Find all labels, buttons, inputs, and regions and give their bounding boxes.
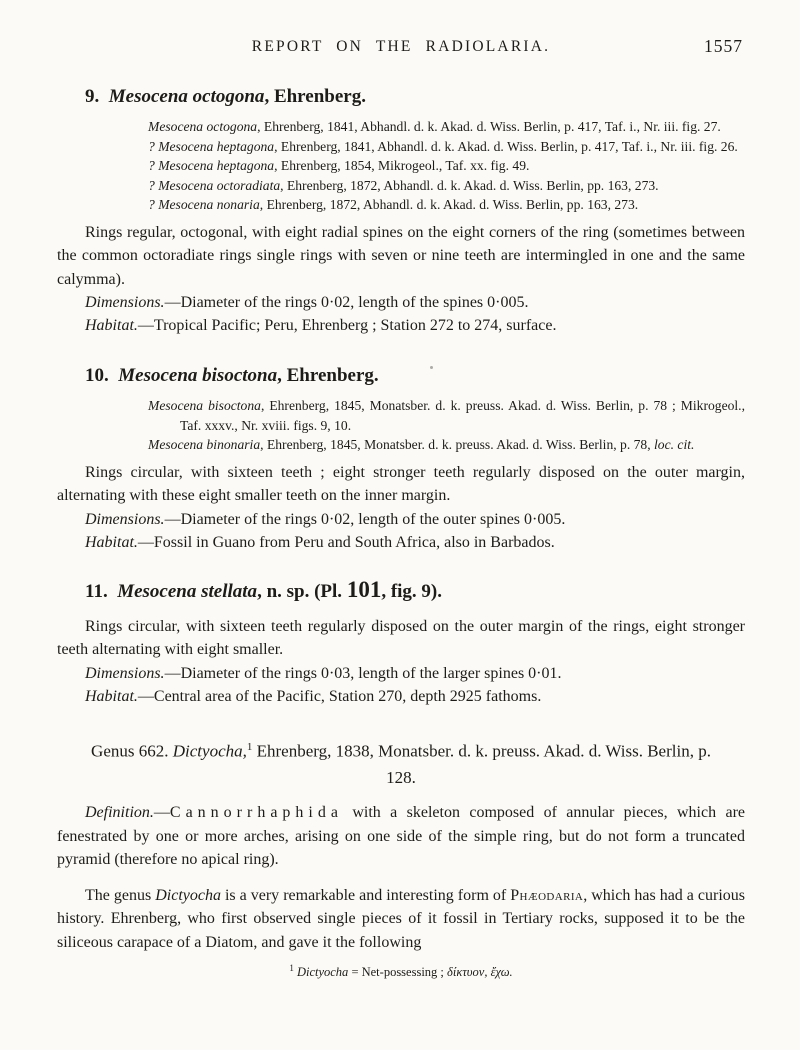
species-number: 11. <box>85 580 108 602</box>
definition-keyword: Cannorrhaphida <box>169 804 343 822</box>
query-mark: ? <box>148 158 159 173</box>
species-name: Mesocena octogona <box>108 86 265 107</box>
genus-section <box>57 734 745 981</box>
footnote <box>57 960 745 980</box>
habitat-label: Habitat. <box>85 317 138 334</box>
page-number: 1557 <box>704 36 743 56</box>
habitat-line <box>57 685 745 708</box>
dimensions-label: Dimensions. <box>85 294 165 311</box>
species-heading <box>85 364 745 388</box>
genus-heading <box>91 734 711 792</box>
habitat-line <box>57 314 745 337</box>
footnote-ref: 1 <box>289 963 294 974</box>
query-mark: ? <box>148 197 159 212</box>
synonym-name: Mesocena octoradiata <box>158 177 281 193</box>
figure-ref: , fig. 9). <box>381 580 442 602</box>
dimensions-line <box>57 291 745 314</box>
habitat-text: —Central area of the Pacific, Station 270, depth 2925 fathoms. <box>137 687 542 705</box>
habitat-text: —Tropical Pacific; Peru, Ehrenberg ; Station 272 to 274, surface. <box>137 317 557 334</box>
synonym-citation: , Ehrenberg, 1872, Abhandl. d. k. Akad. d. Wiss. Berlin, pp. 163, 273. <box>280 177 659 193</box>
species-name: Mesocena bisoctona <box>118 365 278 386</box>
footnote-greek: δίκτυον, ἔχω. <box>447 965 513 980</box>
synonymy-entry <box>57 396 745 435</box>
synonym-citation: , Ehrenberg, 1845, Monatsber. d. k. preuss. Akad. d. Wiss. Berlin, p. 78 ; Mikrogeol., Taf. xxxv., Nr. xviii. figs. 9, 10. <box>180 398 745 433</box>
paragraph-text: The genus <box>85 886 156 904</box>
synonym-name: Mesocena nonaria <box>158 197 260 212</box>
page-title: REPORT ON THE RADIOLARIA. <box>251 38 551 55</box>
dimensions-label: Dimensions. <box>85 664 165 682</box>
dimensions-line <box>57 662 745 685</box>
taxon-smallcaps: Phæodaria <box>510 886 584 904</box>
genus-number: Genus 662. <box>91 741 173 761</box>
habitat-text: —Fossil in Guano from Peru and South Africa, also in Barbados. <box>137 533 555 551</box>
synonym-name: Mesocena heptagona <box>158 138 275 154</box>
species-author: , Ehrenberg. <box>264 86 366 107</box>
species-name: Mesocena stellata <box>117 580 258 602</box>
synonym-citation: , Ehrenberg, 1841, Abhandl. d. k. Akad. d. Wiss. Berlin, p. 417, Taf. i., Nr. iii. fig. 26. <box>274 138 738 154</box>
dimensions-text: —Diameter of the rings 0·02, length of the outer spines 0·005. <box>164 510 566 528</box>
synonym-tail: loc. cit. <box>654 437 695 452</box>
synonym-name: Mesocena binonaria <box>148 437 261 452</box>
synonymy-entry <box>57 156 745 176</box>
synonymy-entry <box>57 137 745 157</box>
synonym-citation: , Ehrenberg, 1872, Abhandl. d. k. Akad. d. Wiss. Berlin, pp. 163, 273. <box>259 197 639 212</box>
footnote-ref: 1 <box>246 740 253 753</box>
synonymy-entry <box>57 176 745 196</box>
footnote-text: = Net-possessing ; <box>348 965 448 980</box>
definition-paragraph <box>57 801 745 872</box>
dimensions-label: Dimensions. <box>85 510 165 528</box>
genus-citation: Ehrenberg, 1838, Monatsber. d. k. preuss. Akad. d. Wiss. Berlin, p. 128. <box>252 741 711 788</box>
species-author: , n. sp. (Pl. <box>257 580 347 602</box>
synonymy-list <box>57 396 745 455</box>
habitat-label: Habitat. <box>85 687 138 705</box>
dimensions-line <box>57 508 745 531</box>
query-mark: ? <box>148 138 159 154</box>
species-description: Rings circular, with sixteen teeth ; eight stronger teeth regularly disposed on the outer margin, alternating with these eight smaller teeth on the inner margin. <box>57 463 745 504</box>
definition-text: with a skeleton composed of annular pieces, which are fenestrated by one or more arches, arising on one side of the simple ring, but do not form a truncated pyramid (therefore no apical ring). <box>57 804 745 869</box>
synonym-name: Mesocena bisoctona <box>148 398 261 413</box>
plate-number: 101 <box>346 576 382 602</box>
habitat-line <box>57 531 745 554</box>
species-number: 9. <box>85 86 100 107</box>
synonymy-list <box>57 117 745 215</box>
paragraph-text: is a very remarkable and interesting form of <box>220 886 511 904</box>
species-heading <box>85 578 745 604</box>
ink-speck <box>430 366 433 369</box>
definition-label: Definition. <box>85 804 154 822</box>
dimensions-text: —Diameter of the rings 0·03, length of the larger spines 0·01. <box>164 664 562 682</box>
genus-name-inline: Dictyocha <box>155 886 221 904</box>
paragraph-text: , which has had a curious history. Ehrenberg, who first observed single pieces of it fossil in Tertiary rocks, supposed it to be the siliceous carapace of a Diatom, and gave it the following <box>57 886 746 951</box>
footnote-genus-name: Dictyocha <box>296 965 349 980</box>
species-number: 10. <box>85 365 109 386</box>
synonymy-entry <box>57 195 745 215</box>
species-description: Rings regular, octogonal, with eight radial spines on the eight corners of the ring (sometimes between the common octoradiate rings single rings with seven or nine teeth are intermingled in one and the same calymma). <box>57 223 745 288</box>
synonym-citation: , Ehrenberg, 1854, Mikrogeol., Taf. xx. fig. 49. <box>274 158 530 173</box>
synonym-citation: , Ehrenberg, 1845, Monatsber. d. k. preuss. Akad. d. Wiss. Berlin, p. 78, <box>260 437 655 452</box>
synonymy-entry <box>57 117 745 137</box>
synonym-name: Mesocena heptagona <box>158 158 275 173</box>
habitat-label: Habitat. <box>85 533 138 551</box>
synonymy-entry <box>57 435 745 455</box>
definition-dash: — <box>153 804 170 822</box>
genus-name: Dictyocha, <box>172 741 247 761</box>
running-head <box>57 38 745 58</box>
genus-history-paragraph <box>57 884 745 955</box>
query-mark: ? <box>148 177 159 193</box>
species-author: , Ehrenberg. <box>277 365 379 386</box>
dimensions-text: —Diameter of the rings 0·02, length of the spines 0·005. <box>164 294 529 311</box>
species-description: Rings circular, with sixteen teeth regularly disposed on the outer margin of the rings, eight stronger teeth alternating with eight smaller. <box>57 617 745 658</box>
species-section-9 <box>57 85 745 337</box>
species-heading <box>85 85 745 109</box>
synonym-citation: , Ehrenberg, 1841, Abhandl. d. k. Akad. d. Wiss. Berlin, p. 417, Taf. i., Nr. iii. fig. 27. <box>257 119 721 134</box>
species-section-11 <box>57 578 745 708</box>
synonym-name: Mesocena octogona <box>148 119 258 134</box>
species-section-10 <box>57 364 745 554</box>
